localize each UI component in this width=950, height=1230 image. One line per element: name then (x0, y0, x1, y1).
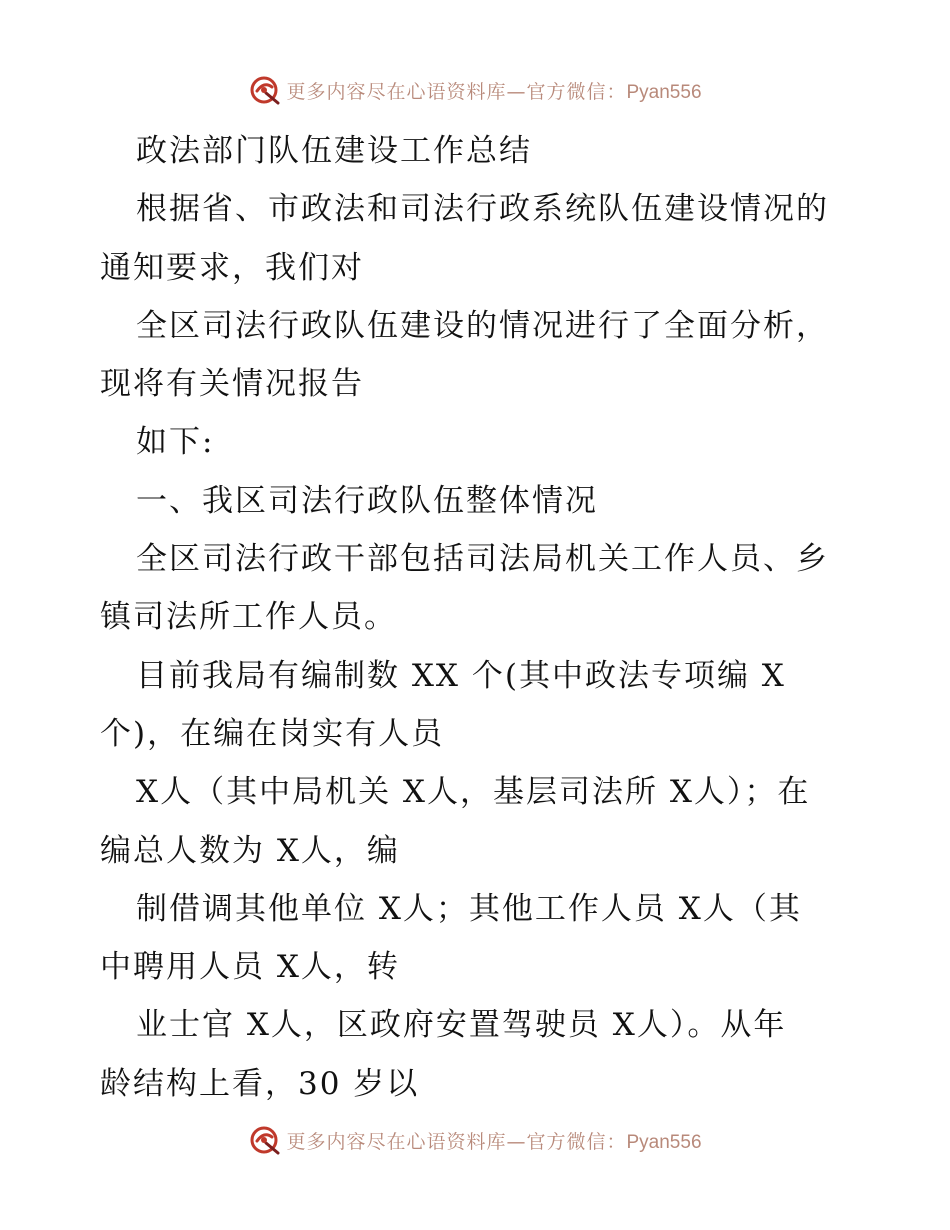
paragraph-line: 目前我局有编制数 XX 个(其中政法专项编 X (136, 657, 786, 694)
paragraph-line: 镇司法所工作人员。 (100, 599, 397, 636)
document-title: 政法部门队伍建设工作总结 (136, 133, 532, 169)
paragraph-line: 全区司法行政队伍建设的情况进行了全面分析， (136, 307, 829, 344)
ribbon-seal-icon (248, 73, 282, 107)
footer-watermark (0, 1120, 950, 1160)
paragraph-line: 通知要求，我们对 (100, 249, 364, 286)
document-body (100, 122, 860, 1113)
ribbon-seal-icon (248, 1123, 282, 1157)
paragraph-line: 如下: (136, 424, 215, 461)
header-watermark (0, 70, 950, 110)
paragraph-line: 根据省、市政法和司法行政系统队伍建设情况的 (136, 191, 829, 228)
paragraph-line: 全区司法行政干部包括司法局机关工作人员、乡 (136, 541, 829, 578)
paragraph-line: 制借调其他单位 X人；其他工作人员 X人（其 (136, 890, 802, 927)
watermark-text: 更多内容尽在心语资料库—官方微信：Pyan556 (286, 1130, 702, 1153)
paragraph-line: 编总人数为 X人，编 (100, 832, 400, 869)
paragraph-line: 现将有关情况报告 (100, 366, 364, 403)
paragraph-line: 中聘用人员 X人，转 (100, 949, 400, 986)
section-heading: 一、我区司法行政队伍整体情况 (136, 482, 598, 519)
paragraph-line: 龄结构上看，30 岁以 (100, 1065, 420, 1102)
watermark-text: 更多内容尽在心语资料库—官方微信：Pyan556 (286, 80, 702, 103)
paragraph-line: X人（其中局机关 X人，基层司法所 X人）；在 (136, 774, 811, 811)
paragraph-line: 个)，在编在岗实有人员 (100, 715, 445, 752)
paragraph-line: 业士官 X人，区政府安置驾驶员 X人）。从年 (136, 1007, 787, 1044)
